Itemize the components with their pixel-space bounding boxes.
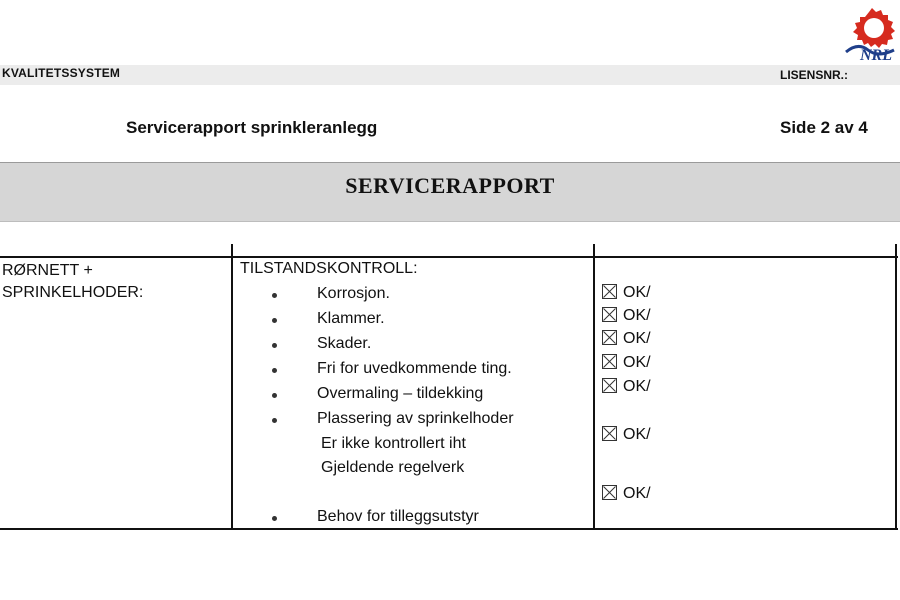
table-bottom-border [0, 528, 898, 530]
result-checkbox[interactable] [602, 354, 651, 372]
table-divider-2 [593, 244, 595, 530]
crossed-checkbox-icon[interactable] [602, 284, 617, 299]
gear-wave-logo-icon [838, 6, 900, 66]
bullet-dot-icon [272, 516, 277, 521]
result-checkbox[interactable] [602, 426, 651, 444]
crossed-checkbox-icon[interactable] [602, 485, 617, 500]
table-top-border [0, 256, 898, 258]
result-label: OK/ [623, 426, 651, 443]
crossed-checkbox-icon[interactable] [602, 378, 617, 393]
result-checkbox[interactable] [602, 378, 651, 396]
header-band [0, 65, 900, 85]
crossed-checkbox-icon[interactable] [602, 307, 617, 322]
list-item-label: Behov for tilleggsutstyr [317, 508, 479, 525]
subnote-line: Gjeldende regelverk [321, 459, 465, 476]
result-label: OK/ [623, 284, 651, 301]
bullet-dot-icon [272, 343, 277, 348]
license-label: LISENSNR.: [780, 68, 849, 82]
result-checkbox[interactable] [602, 485, 651, 503]
check-heading: TILSTANDSKONTROLL: [240, 260, 418, 277]
result-checkbox[interactable] [602, 330, 651, 348]
system-label: KVALITETSSYSTEM [2, 66, 121, 80]
bullet-dot-icon [272, 318, 277, 323]
result-label: OK/ [623, 378, 651, 395]
company-logo [838, 6, 900, 66]
section-title: SERVICERAPPORT [345, 173, 555, 198]
report-title: Servicerapport sprinkleranlegg [126, 118, 378, 137]
bullet-dot-icon [272, 293, 277, 298]
bullet-dot-icon [272, 393, 277, 398]
logo-text: NRL [860, 47, 892, 64]
crossed-checkbox-icon[interactable] [602, 330, 617, 345]
result-label: OK/ [623, 330, 651, 347]
page-number: Side 2 av 4 [780, 118, 868, 137]
list-item-label: Plassering av sprinkelhoder [317, 410, 514, 427]
result-label: OK/ [623, 485, 651, 502]
bullet-dot-icon [272, 368, 277, 373]
crossed-checkbox-icon[interactable] [602, 354, 617, 369]
table-right-border [895, 244, 897, 530]
bullet-dot-icon [272, 418, 277, 423]
list-item-label: Skader. [317, 335, 372, 352]
crossed-checkbox-icon[interactable] [602, 426, 617, 441]
result-label: OK/ [623, 354, 651, 371]
category-cell [2, 260, 143, 304]
category-line: RØRNETT + [2, 262, 93, 279]
category-line: SPRINKELHODER: [2, 284, 144, 301]
result-label: OK/ [623, 307, 651, 324]
result-checkbox[interactable] [602, 284, 651, 302]
result-checkbox[interactable] [602, 307, 651, 325]
table-divider-1 [231, 244, 233, 530]
list-item-label: Fri for uvedkommende ting. [317, 360, 512, 377]
list-item-label: Klammer. [317, 310, 385, 327]
subnote-line: Er ikke kontrollert iht [321, 435, 466, 452]
list-item-label: Overmaling – tildekking [317, 385, 484, 402]
list-item-label: Korrosjon. [317, 285, 390, 302]
